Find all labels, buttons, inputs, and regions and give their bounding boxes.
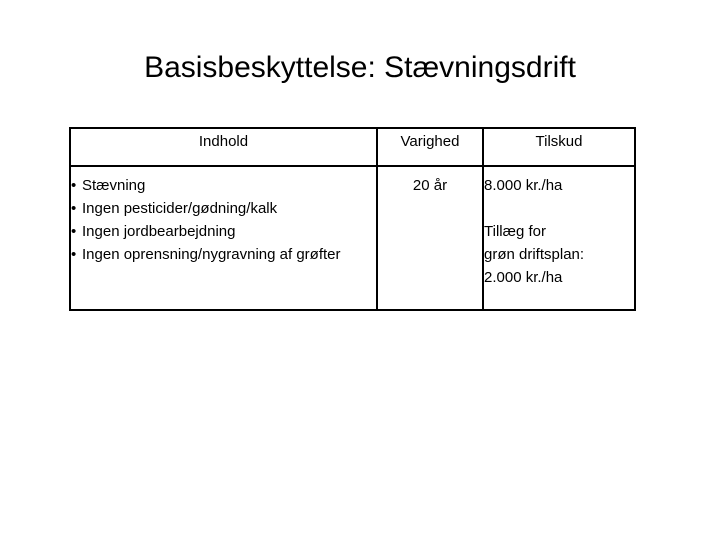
table-header-row	[70, 128, 635, 166]
subsidy-extra-line: Tillæg for	[484, 223, 546, 240]
list-item	[71, 197, 376, 220]
list-item	[71, 174, 376, 197]
spacer	[484, 197, 634, 220]
header-subsidy: Tilskud	[483, 128, 635, 166]
subsidy-extra-line: grøn driftsplan:	[484, 246, 585, 263]
header-content: Indhold	[70, 128, 377, 166]
list-item	[71, 220, 376, 243]
list-item-text: Ingen oprensning/nygravning af grøfter	[82, 246, 341, 263]
subsidy-extra-line: 2.000 kr./ha	[484, 269, 563, 286]
bullet-icon: •	[71, 223, 77, 240]
bullet-icon: •	[71, 246, 77, 263]
list-item	[71, 243, 376, 266]
list-item-text: Ingen pesticider/gødning/kalk	[82, 200, 278, 217]
content-cell	[70, 166, 377, 310]
bullet-icon: •	[71, 177, 77, 194]
list-item-text: Ingen jordbearbejdning	[82, 223, 236, 240]
content-list	[71, 174, 376, 266]
subsidy-table	[69, 127, 636, 311]
list-item-text: Stævning	[82, 177, 146, 194]
slide-title: Basisbeskyttelse: Stævningsdrift	[144, 51, 576, 84]
table-row	[70, 166, 635, 310]
bullet-icon: •	[71, 200, 77, 217]
duration-value: 20 år	[412, 177, 448, 194]
subsidy-cell	[483, 166, 635, 310]
header-duration: Varighed	[377, 128, 483, 166]
subsidy-base-value: 8.000 kr./ha	[484, 177, 563, 194]
duration-cell	[377, 166, 483, 310]
